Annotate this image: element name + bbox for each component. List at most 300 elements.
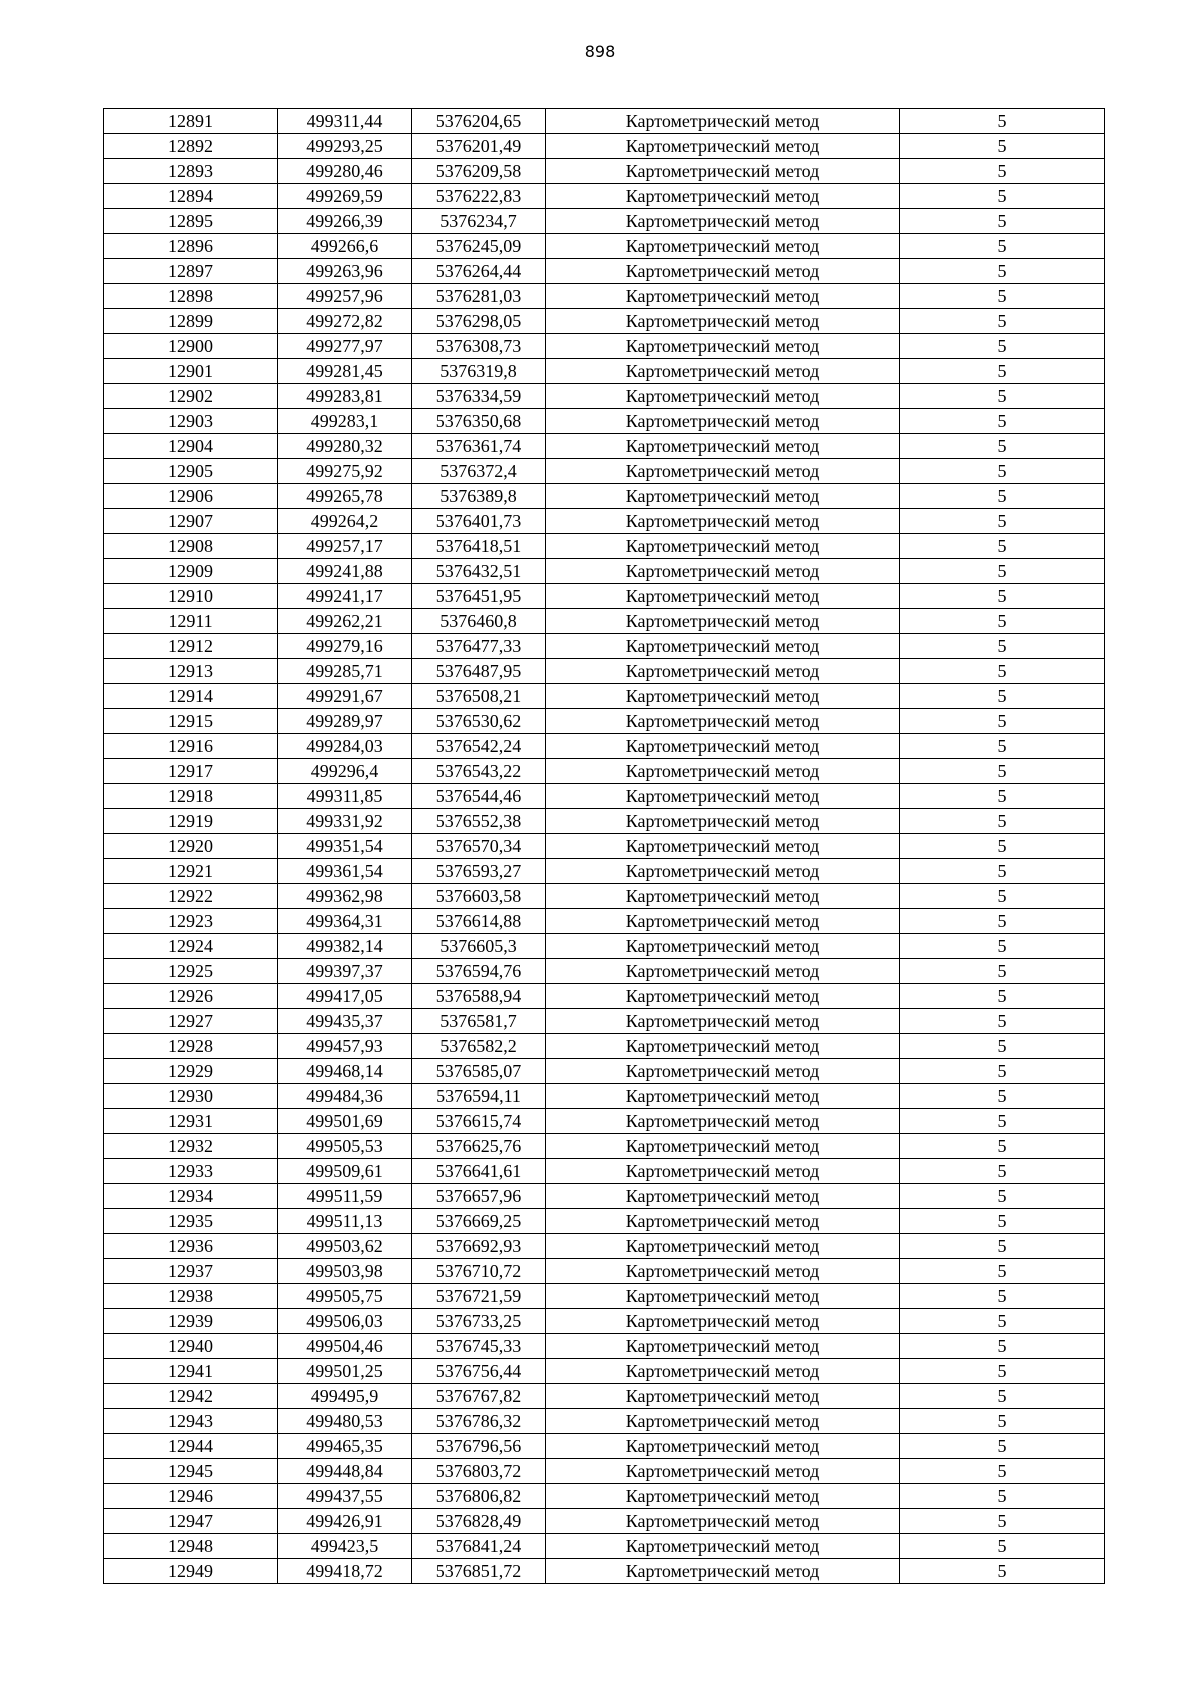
table-row (104, 459, 1105, 484)
method-cell: Картометрический метод (546, 609, 900, 634)
method-cell: Картометрический метод (546, 309, 900, 334)
accuracy-cell: 5 (900, 184, 1105, 209)
x-coordinate-cell: 499257,17 (278, 534, 412, 559)
y-coordinate-cell: 5376745,33 (412, 1334, 546, 1359)
coordinates-table (103, 108, 1105, 1584)
point-number-cell: 12907 (104, 509, 278, 534)
table-row (104, 209, 1105, 234)
accuracy-cell: 5 (900, 709, 1105, 734)
y-coordinate-cell: 5376264,44 (412, 259, 546, 284)
table-row (104, 1159, 1105, 1184)
accuracy-cell: 5 (900, 784, 1105, 809)
x-coordinate-cell: 499418,72 (278, 1559, 412, 1584)
y-coordinate-cell: 5376281,03 (412, 284, 546, 309)
x-coordinate-cell: 499435,37 (278, 1009, 412, 1034)
x-coordinate-cell: 499331,92 (278, 809, 412, 834)
method-cell: Картометрический метод (546, 159, 900, 184)
table-row (104, 1009, 1105, 1034)
page-number: 898 (584, 42, 616, 61)
y-coordinate-cell: 5376487,95 (412, 659, 546, 684)
y-coordinate-cell: 5376605,3 (412, 934, 546, 959)
table-row (104, 234, 1105, 259)
method-cell: Картометрический метод (546, 284, 900, 309)
x-coordinate-cell: 499511,59 (278, 1184, 412, 1209)
x-coordinate-cell: 499281,45 (278, 359, 412, 384)
accuracy-cell: 5 (900, 859, 1105, 884)
y-coordinate-cell: 5376803,72 (412, 1459, 546, 1484)
y-coordinate-cell: 5376786,32 (412, 1409, 546, 1434)
table-row (104, 1359, 1105, 1384)
point-number-cell: 12906 (104, 484, 278, 509)
x-coordinate-cell: 499437,55 (278, 1484, 412, 1509)
point-number-cell: 12904 (104, 434, 278, 459)
accuracy-cell: 5 (900, 1109, 1105, 1134)
method-cell: Картометрический метод (546, 134, 900, 159)
y-coordinate-cell: 5376401,73 (412, 509, 546, 534)
y-coordinate-cell: 5376806,82 (412, 1484, 546, 1509)
accuracy-cell: 5 (900, 459, 1105, 484)
y-coordinate-cell: 5376585,07 (412, 1059, 546, 1084)
accuracy-cell: 5 (900, 809, 1105, 834)
accuracy-cell: 5 (900, 884, 1105, 909)
x-coordinate-cell: 499480,53 (278, 1409, 412, 1434)
point-number-cell: 12934 (104, 1184, 278, 1209)
table-row (104, 1184, 1105, 1209)
x-coordinate-cell: 499501,69 (278, 1109, 412, 1134)
x-coordinate-cell: 499506,03 (278, 1309, 412, 1334)
point-number-cell: 12938 (104, 1284, 278, 1309)
table-row (104, 184, 1105, 209)
point-number-cell: 12928 (104, 1034, 278, 1059)
y-coordinate-cell: 5376641,61 (412, 1159, 546, 1184)
point-number-cell: 12919 (104, 809, 278, 834)
method-cell: Картометрический метод (546, 1509, 900, 1534)
accuracy-cell: 5 (900, 1434, 1105, 1459)
accuracy-cell: 5 (900, 1409, 1105, 1434)
y-coordinate-cell: 5376552,38 (412, 809, 546, 834)
x-coordinate-cell: 499241,88 (278, 559, 412, 584)
method-cell: Картометрический метод (546, 1109, 900, 1134)
accuracy-cell: 5 (900, 1184, 1105, 1209)
table-row (104, 359, 1105, 384)
x-coordinate-cell: 499397,37 (278, 959, 412, 984)
method-cell: Картометрический метод (546, 984, 900, 1009)
accuracy-cell: 5 (900, 1359, 1105, 1384)
accuracy-cell: 5 (900, 1534, 1105, 1559)
y-coordinate-cell: 5376841,24 (412, 1534, 546, 1559)
method-cell: Картометрический метод (546, 534, 900, 559)
table-row (104, 1559, 1105, 1584)
accuracy-cell: 5 (900, 1234, 1105, 1259)
point-number-cell: 12943 (104, 1409, 278, 1434)
table-row (104, 259, 1105, 284)
x-coordinate-cell: 499263,96 (278, 259, 412, 284)
method-cell: Картометрический метод (546, 1059, 900, 1084)
method-cell: Картометрический метод (546, 234, 900, 259)
table-row (104, 809, 1105, 834)
y-coordinate-cell: 5376721,59 (412, 1284, 546, 1309)
x-coordinate-cell: 499509,61 (278, 1159, 412, 1184)
table-row (104, 834, 1105, 859)
method-cell: Картометрический метод (546, 459, 900, 484)
x-coordinate-cell: 499283,1 (278, 409, 412, 434)
point-number-cell: 12931 (104, 1109, 278, 1134)
y-coordinate-cell: 5376767,82 (412, 1384, 546, 1409)
y-coordinate-cell: 5376615,74 (412, 1109, 546, 1134)
x-coordinate-cell: 499280,46 (278, 159, 412, 184)
method-cell: Картометрический метод (546, 809, 900, 834)
y-coordinate-cell: 5376542,24 (412, 734, 546, 759)
y-coordinate-cell: 5376570,34 (412, 834, 546, 859)
y-coordinate-cell: 5376594,11 (412, 1084, 546, 1109)
x-coordinate-cell: 499296,4 (278, 759, 412, 784)
y-coordinate-cell: 5376350,68 (412, 409, 546, 434)
y-coordinate-cell: 5376669,25 (412, 1209, 546, 1234)
method-cell: Картометрический метод (546, 1534, 900, 1559)
table-row (104, 709, 1105, 734)
table-row (104, 1384, 1105, 1409)
x-coordinate-cell: 499266,39 (278, 209, 412, 234)
y-coordinate-cell: 5376319,8 (412, 359, 546, 384)
accuracy-cell: 5 (900, 234, 1105, 259)
x-coordinate-cell: 499266,6 (278, 234, 412, 259)
method-cell: Картометрический метод (546, 934, 900, 959)
accuracy-cell: 5 (900, 1459, 1105, 1484)
point-number-cell: 12894 (104, 184, 278, 209)
method-cell: Картометрический метод (546, 709, 900, 734)
table-row (104, 1284, 1105, 1309)
accuracy-cell: 5 (900, 134, 1105, 159)
table-row (104, 1509, 1105, 1534)
accuracy-cell: 5 (900, 609, 1105, 634)
y-coordinate-cell: 5376593,27 (412, 859, 546, 884)
point-number-cell: 12944 (104, 1434, 278, 1459)
x-coordinate-cell: 499417,05 (278, 984, 412, 1009)
y-coordinate-cell: 5376543,22 (412, 759, 546, 784)
x-coordinate-cell: 499351,54 (278, 834, 412, 859)
point-number-cell: 12949 (104, 1559, 278, 1584)
accuracy-cell: 5 (900, 1384, 1105, 1409)
method-cell: Картометрический метод (546, 684, 900, 709)
accuracy-cell: 5 (900, 909, 1105, 934)
x-coordinate-cell: 499505,75 (278, 1284, 412, 1309)
point-number-cell: 12910 (104, 584, 278, 609)
method-cell: Картометрический метод (546, 1259, 900, 1284)
method-cell: Картометрический метод (546, 359, 900, 384)
table-row (104, 509, 1105, 534)
accuracy-cell: 5 (900, 959, 1105, 984)
accuracy-cell: 5 (900, 1059, 1105, 1084)
accuracy-cell: 5 (900, 509, 1105, 534)
y-coordinate-cell: 5376460,8 (412, 609, 546, 634)
table-row (104, 909, 1105, 934)
x-coordinate-cell: 499265,78 (278, 484, 412, 509)
table-row (104, 284, 1105, 309)
point-number-cell: 12929 (104, 1059, 278, 1084)
table-row (104, 1259, 1105, 1284)
table-row (104, 1459, 1105, 1484)
y-coordinate-cell: 5376204,65 (412, 109, 546, 134)
accuracy-cell: 5 (900, 109, 1105, 134)
point-number-cell: 12911 (104, 609, 278, 634)
method-cell: Картометрический метод (546, 584, 900, 609)
y-coordinate-cell: 5376451,95 (412, 584, 546, 609)
accuracy-cell: 5 (900, 659, 1105, 684)
y-coordinate-cell: 5376710,72 (412, 1259, 546, 1284)
table-row (104, 784, 1105, 809)
y-coordinate-cell: 5376222,83 (412, 184, 546, 209)
point-number-cell: 12901 (104, 359, 278, 384)
accuracy-cell: 5 (900, 534, 1105, 559)
table-row (104, 309, 1105, 334)
table-row (104, 884, 1105, 909)
point-number-cell: 12921 (104, 859, 278, 884)
point-number-cell: 12914 (104, 684, 278, 709)
accuracy-cell: 5 (900, 1259, 1105, 1284)
table-row (104, 1434, 1105, 1459)
x-coordinate-cell: 499293,25 (278, 134, 412, 159)
method-cell: Картометрический метод (546, 1034, 900, 1059)
point-number-cell: 12916 (104, 734, 278, 759)
accuracy-cell: 5 (900, 434, 1105, 459)
y-coordinate-cell: 5376581,7 (412, 1009, 546, 1034)
point-number-cell: 12935 (104, 1209, 278, 1234)
x-coordinate-cell: 499468,14 (278, 1059, 412, 1084)
x-coordinate-cell: 499511,13 (278, 1209, 412, 1234)
accuracy-cell: 5 (900, 159, 1105, 184)
method-cell: Картометрический метод (546, 884, 900, 909)
method-cell: Картометрический метод (546, 1484, 900, 1509)
table-row (104, 609, 1105, 634)
x-coordinate-cell: 499264,2 (278, 509, 412, 534)
y-coordinate-cell: 5376418,51 (412, 534, 546, 559)
table-row (104, 1209, 1105, 1234)
method-cell: Картометрический метод (546, 209, 900, 234)
x-coordinate-cell: 499289,97 (278, 709, 412, 734)
method-cell: Картометрический метод (546, 334, 900, 359)
method-cell: Картометрический метод (546, 909, 900, 934)
accuracy-cell: 5 (900, 384, 1105, 409)
y-coordinate-cell: 5376588,94 (412, 984, 546, 1009)
y-coordinate-cell: 5376432,51 (412, 559, 546, 584)
table-row (104, 1084, 1105, 1109)
point-number-cell: 12896 (104, 234, 278, 259)
y-coordinate-cell: 5376733,25 (412, 1309, 546, 1334)
x-coordinate-cell: 499311,85 (278, 784, 412, 809)
point-number-cell: 12918 (104, 784, 278, 809)
y-coordinate-cell: 5376477,33 (412, 634, 546, 659)
y-coordinate-cell: 5376692,93 (412, 1234, 546, 1259)
x-coordinate-cell: 499457,93 (278, 1034, 412, 1059)
accuracy-cell: 5 (900, 1334, 1105, 1359)
method-cell: Картометрический метод (546, 859, 900, 884)
method-cell: Картометрический метод (546, 409, 900, 434)
x-coordinate-cell: 499382,14 (278, 934, 412, 959)
table-row (104, 759, 1105, 784)
table-row (104, 334, 1105, 359)
method-cell: Картометрический метод (546, 1159, 900, 1184)
x-coordinate-cell: 499361,54 (278, 859, 412, 884)
table-row (104, 409, 1105, 434)
x-coordinate-cell: 499484,36 (278, 1084, 412, 1109)
x-coordinate-cell: 499272,82 (278, 309, 412, 334)
table-row (104, 1409, 1105, 1434)
table-row (104, 1534, 1105, 1559)
y-coordinate-cell: 5376657,96 (412, 1184, 546, 1209)
method-cell: Картометрический метод (546, 1409, 900, 1434)
point-number-cell: 12917 (104, 759, 278, 784)
point-number-cell: 12927 (104, 1009, 278, 1034)
point-number-cell: 12941 (104, 1359, 278, 1384)
accuracy-cell: 5 (900, 1159, 1105, 1184)
point-number-cell: 12924 (104, 934, 278, 959)
table-row (104, 859, 1105, 884)
accuracy-cell: 5 (900, 684, 1105, 709)
y-coordinate-cell: 5376796,56 (412, 1434, 546, 1459)
table-row (104, 109, 1105, 134)
point-number-cell: 12915 (104, 709, 278, 734)
method-cell: Картометрический метод (546, 1434, 900, 1459)
x-coordinate-cell: 499362,98 (278, 884, 412, 909)
y-coordinate-cell: 5376334,59 (412, 384, 546, 409)
table-row (104, 484, 1105, 509)
point-number-cell: 12946 (104, 1484, 278, 1509)
table-row (104, 934, 1105, 959)
method-cell: Картометрический метод (546, 184, 900, 209)
table-row (104, 1034, 1105, 1059)
point-number-cell: 12920 (104, 834, 278, 859)
point-number-cell: 12923 (104, 909, 278, 934)
method-cell: Картометрический метод (546, 1384, 900, 1409)
accuracy-cell: 5 (900, 1559, 1105, 1584)
y-coordinate-cell: 5376209,58 (412, 159, 546, 184)
y-coordinate-cell: 5376508,21 (412, 684, 546, 709)
x-coordinate-cell: 499503,98 (278, 1259, 412, 1284)
point-number-cell: 12933 (104, 1159, 278, 1184)
table-row (104, 1059, 1105, 1084)
method-cell: Картометрический метод (546, 1284, 900, 1309)
y-coordinate-cell: 5376828,49 (412, 1509, 546, 1534)
x-coordinate-cell: 499269,59 (278, 184, 412, 209)
accuracy-cell: 5 (900, 1209, 1105, 1234)
point-number-cell: 12891 (104, 109, 278, 134)
y-coordinate-cell: 5376361,74 (412, 434, 546, 459)
point-number-cell: 12899 (104, 309, 278, 334)
accuracy-cell: 5 (900, 1284, 1105, 1309)
point-number-cell: 12940 (104, 1334, 278, 1359)
accuracy-cell: 5 (900, 584, 1105, 609)
x-coordinate-cell: 499262,21 (278, 609, 412, 634)
method-cell: Картометрический метод (546, 259, 900, 284)
method-cell: Картометрический метод (546, 384, 900, 409)
table-row (104, 559, 1105, 584)
point-number-cell: 12898 (104, 284, 278, 309)
accuracy-cell: 5 (900, 1484, 1105, 1509)
y-coordinate-cell: 5376245,09 (412, 234, 546, 259)
x-coordinate-cell: 499448,84 (278, 1459, 412, 1484)
x-coordinate-cell: 499311,44 (278, 109, 412, 134)
point-number-cell: 12897 (104, 259, 278, 284)
table-row (104, 1334, 1105, 1359)
accuracy-cell: 5 (900, 334, 1105, 359)
table-row (104, 1109, 1105, 1134)
point-number-cell: 12937 (104, 1259, 278, 1284)
point-number-cell: 12945 (104, 1459, 278, 1484)
point-number-cell: 12913 (104, 659, 278, 684)
table-row (104, 159, 1105, 184)
table-row (104, 1234, 1105, 1259)
accuracy-cell: 5 (900, 484, 1105, 509)
accuracy-cell: 5 (900, 559, 1105, 584)
x-coordinate-cell: 499284,03 (278, 734, 412, 759)
point-number-cell: 12905 (104, 459, 278, 484)
method-cell: Картометрический метод (546, 434, 900, 459)
x-coordinate-cell: 499291,67 (278, 684, 412, 709)
accuracy-cell: 5 (900, 359, 1105, 384)
x-coordinate-cell: 499501,25 (278, 1359, 412, 1384)
point-number-cell: 12893 (104, 159, 278, 184)
method-cell: Картометрический метод (546, 784, 900, 809)
x-coordinate-cell: 499285,71 (278, 659, 412, 684)
accuracy-cell: 5 (900, 284, 1105, 309)
accuracy-cell: 5 (900, 1084, 1105, 1109)
method-cell: Картометрический метод (546, 1234, 900, 1259)
point-number-cell: 12909 (104, 559, 278, 584)
point-number-cell: 12925 (104, 959, 278, 984)
point-number-cell: 12936 (104, 1234, 278, 1259)
accuracy-cell: 5 (900, 759, 1105, 784)
method-cell: Картометрический метод (546, 1459, 900, 1484)
point-number-cell: 12932 (104, 1134, 278, 1159)
point-number-cell: 12939 (104, 1309, 278, 1334)
method-cell: Картометрический метод (546, 1134, 900, 1159)
x-coordinate-cell: 499465,35 (278, 1434, 412, 1459)
table-row (104, 659, 1105, 684)
method-cell: Картометрический метод (546, 559, 900, 584)
table-row (104, 984, 1105, 1009)
accuracy-cell: 5 (900, 934, 1105, 959)
table-row (104, 1134, 1105, 1159)
point-number-cell: 12895 (104, 209, 278, 234)
accuracy-cell: 5 (900, 209, 1105, 234)
x-coordinate-cell: 499504,46 (278, 1334, 412, 1359)
method-cell: Картометрический метод (546, 1084, 900, 1109)
y-coordinate-cell: 5376201,49 (412, 134, 546, 159)
method-cell: Картометрический метод (546, 1309, 900, 1334)
y-coordinate-cell: 5376372,4 (412, 459, 546, 484)
table-row (104, 134, 1105, 159)
y-coordinate-cell: 5376308,73 (412, 334, 546, 359)
accuracy-cell: 5 (900, 259, 1105, 284)
method-cell: Картометрический метод (546, 834, 900, 859)
x-coordinate-cell: 499257,96 (278, 284, 412, 309)
point-number-cell: 12900 (104, 334, 278, 359)
table-row (104, 684, 1105, 709)
x-coordinate-cell: 499280,32 (278, 434, 412, 459)
y-coordinate-cell: 5376851,72 (412, 1559, 546, 1584)
accuracy-cell: 5 (900, 984, 1105, 1009)
coordinates-table-body (104, 109, 1105, 1584)
method-cell: Картометрический метод (546, 1009, 900, 1034)
table-row (104, 959, 1105, 984)
point-number-cell: 12948 (104, 1534, 278, 1559)
table-row (104, 384, 1105, 409)
x-coordinate-cell: 499241,17 (278, 584, 412, 609)
table-row (104, 634, 1105, 659)
method-cell: Картометрический метод (546, 1184, 900, 1209)
point-number-cell: 12903 (104, 409, 278, 434)
x-coordinate-cell: 499275,92 (278, 459, 412, 484)
